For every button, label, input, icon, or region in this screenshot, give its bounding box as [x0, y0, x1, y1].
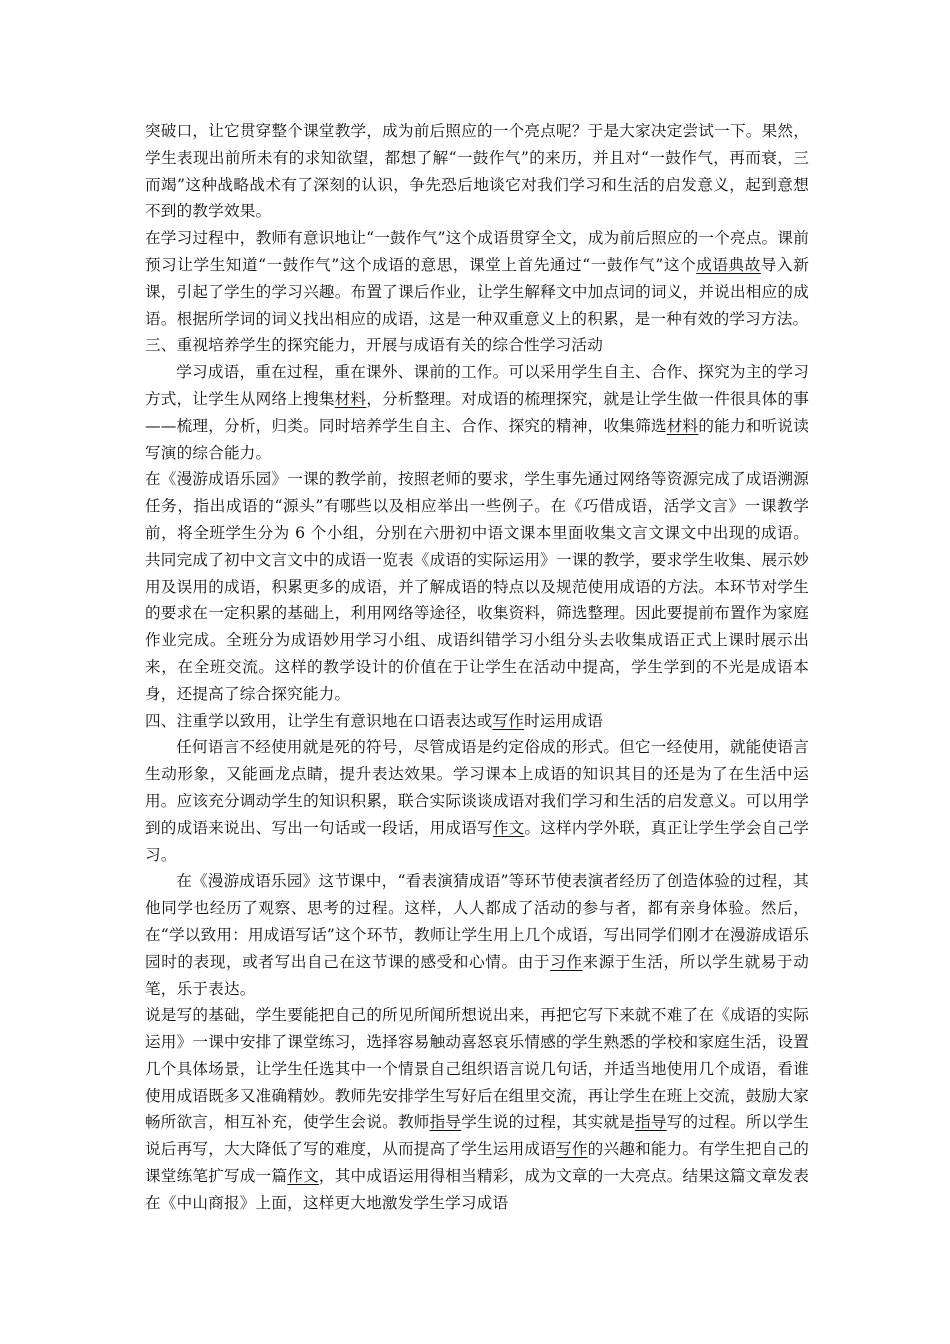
underlined-term: 指导	[429, 1113, 462, 1132]
text-run: 在《漫游成语乐园》一课的教学前，按照老师的要求，学生事先通过网络等资源完成了成语溯源任务，指出成语的“源头”有哪些以及相应举出一些例子。在《巧借成语，活学文言》一课教学前，将全班学生分为 6 个小组，分别在六册初中语文课本里面收集文言文课文中出现的成语。共同完成了初中文言文中的成语一览表《成语的实际运用》一课的教学，要求学生收集、展示妙用及误用的成语，积累更多的成语，并了解成语的特点以及规范使用成语的方法。本环节对学生的要求在一定积累的基础上，利用网络等途径，收集资料，筛选整理。因此要提前布置作为家庭作业完成。全班分为成语妙用学习小组、成语纠错学习小组分头去收集成语正式上课时展示出来，在全班交流。这样的教学设计的价值在于让学生在活动中提高，学生学到的不光是成语本身，还提高了综合探究能力。	[145, 470, 809, 703]
underlined-term: 材料	[334, 389, 367, 408]
underlined-term: 习作	[550, 952, 583, 971]
text-run: ，其中成语运用得相当精彩，成为文章的一大亮点。结果这篇文章发表在《中山商报》上面，这样更大地激发学生学习成语	[145, 1167, 809, 1212]
body-paragraph	[145, 118, 809, 225]
text-run: 时运用成语	[524, 711, 604, 730]
text-run: 写的过程。所以学生说后再写，大大降低了写的难度，从而提高了学生运用成语	[145, 1113, 809, 1159]
body-paragraph	[145, 225, 809, 332]
underlined-term: 材料	[666, 416, 699, 435]
underlined-term: 成语典故	[696, 255, 761, 274]
body-paragraph	[145, 868, 809, 1002]
text-run: 四、注重学以致用，让学生有意识地在口语表达或	[145, 711, 493, 730]
text-run: 来源于生活，所以学生就易于动笔，乐于表达。	[145, 952, 809, 998]
body-paragraph	[145, 1002, 809, 1216]
underlined-term: 作文	[287, 1167, 319, 1186]
text-run: 学习成语，重在过程，重在课外、课前的工作。可以采用学生自主、合作、探究为主的学习方式，让学生从网络上搜集	[145, 363, 809, 408]
underlined-term: 作文	[492, 818, 525, 837]
text-run: 任何语言不经使用就是死的符号，尽管成语是约定俗成的形式。但它一经使用，就能使语言生动形象，又能画龙点睛，提升表达效果。学习课本上成语的知识其目的还是为了在生活中运用。应该充分调动学生的知识积累，联合实际谈谈成语对我们学习和生活的启发意义。可以用学到的成语来说出、写出一句话或一段话，用成语写	[145, 738, 809, 837]
underlined-term: 写作	[556, 1140, 588, 1159]
text-run: 三、重视培养学生的探究能力，开展与成语有关的综合性学习活动	[145, 336, 604, 355]
text-run: 的能力和听说读写演的综合能力。	[145, 416, 809, 462]
text-run: ，分析整理。对成语的梳理探究，就是让学生做一件很具体的事——梳理，分析，归类。同时培养学生自主、合作、探究的精神，收集筛选	[145, 389, 809, 435]
text-run: 导入新课，引起了学生的学习兴趣。布置了课后作业，让学生解释文中加点词的词义，并说出相应的成语。根据所学词的词义找出相应的成语，这是一种双重意义上的积累，是一种有效的学习方法。	[145, 255, 809, 328]
underlined-term: 写作	[492, 711, 525, 730]
text-run: 在《漫游成语乐园》这节课中，“看表演猜成语”等环节使表演者经历了创造体验的过程，其他同学也经历了观察、思考的过程。这样，人人都成了活动的参与者，都有亲身体验。然后，在“学以致用：用成语写话”这个环节，教师让学生用上几个成语，写出同学们刚才在漫游成语乐园时的表现，或者写出自己在这节课的感受和心情。由于	[145, 872, 809, 971]
text-run: 在学习过程中，教师有意识地让“一鼓作气”这个成语贯穿全文，成为前后照应的一个亮点。课前预习让学生知道“一鼓作气”这个成语的意思，课堂上首先通过“一鼓作气”这个	[145, 229, 809, 274]
text-run: 突破口，让它贯穿整个课堂教学，成为前后照应的一个亮点呢？于是大家决定尝试一下。果然，学生表现出前所未有的求知欲望，都想了解“一鼓作气”的来历，并且对“一鼓作气，再而衰，三而竭”这种战略战术有了深刻的认识，争先恐后地谈它对我们学习和生活的启发意义，起到意想不到的教学效果。	[145, 122, 809, 221]
body-paragraph	[145, 359, 809, 466]
underlined-term: 指导	[635, 1113, 667, 1132]
section-heading	[145, 332, 809, 359]
body-paragraph	[145, 734, 809, 868]
text-run: 。这样内学外联，真正让学生学会自己学习。	[145, 818, 809, 864]
body-paragraph	[145, 466, 809, 707]
text-run: 学生说的过程，其实就是	[461, 1113, 636, 1132]
section-heading	[145, 708, 809, 735]
text-run: 的兴趣和能力。有学生把自己的课堂练笔扩写成一篇	[145, 1140, 809, 1186]
document-page	[145, 118, 809, 1217]
text-run: 说是写的基础，学生要能把自己的所见所闻所想说出来，再把它写下来就不难了在《成语的实际运用》一课中安排了课堂练习，选择容易触动喜怒哀乐情感的学生熟悉的学校和家庭生活，设置几个具体场景，让学生任选其中一个情景自己组织语言说几句话，并适当地使用几个成语，看谁使用成语既多又准确精妙。教师先安排学生写好后在组里交流，再让学生在班上交流，鼓励大家畅所欲言，相互补充，使学生会说。教师	[145, 1006, 809, 1132]
